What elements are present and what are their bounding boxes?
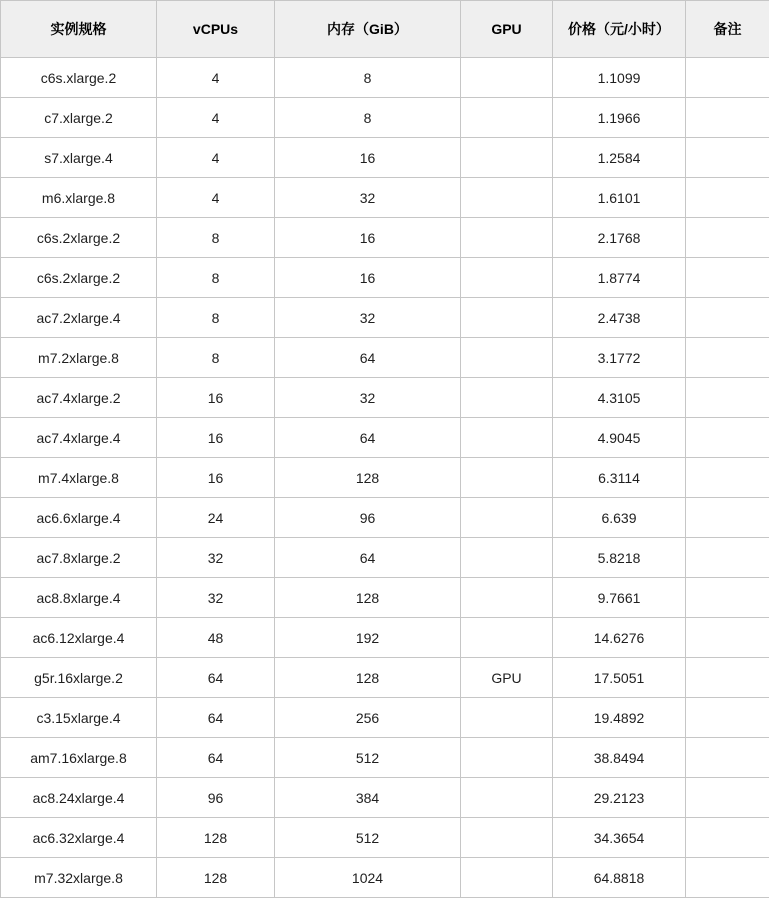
cell-gpu <box>461 698 553 738</box>
column-header-memory: 内存（GiB） <box>275 1 461 58</box>
cell-memory: 128 <box>275 458 461 498</box>
column-header-remark: 备注 <box>686 1 769 58</box>
table-body <box>1 58 769 898</box>
cell-remark <box>686 418 769 458</box>
cell-memory: 512 <box>275 818 461 858</box>
cell-vcpus: 48 <box>157 618 275 658</box>
column-header-vcpus: vCPUs <box>157 1 275 58</box>
cell-spec: ac7.4xlarge.2 <box>1 378 157 418</box>
cell-remark <box>686 98 769 138</box>
cell-spec: ac6.6xlarge.4 <box>1 498 157 538</box>
table-row <box>1 258 769 298</box>
cell-memory: 64 <box>275 538 461 578</box>
cell-vcpus: 16 <box>157 378 275 418</box>
cell-remark <box>686 698 769 738</box>
cell-spec: m7.2xlarge.8 <box>1 338 157 378</box>
table-row <box>1 738 769 778</box>
cell-memory: 16 <box>275 258 461 298</box>
table-row <box>1 418 769 458</box>
cell-spec: ac8.24xlarge.4 <box>1 778 157 818</box>
cell-price: 38.8494 <box>553 738 686 778</box>
cell-memory: 192 <box>275 618 461 658</box>
cell-price: 5.8218 <box>553 538 686 578</box>
cell-price: 64.8818 <box>553 858 686 898</box>
cell-spec: m6.xlarge.8 <box>1 178 157 218</box>
cell-remark <box>686 378 769 418</box>
cell-spec: ac7.4xlarge.4 <box>1 418 157 458</box>
cell-price: 3.1772 <box>553 338 686 378</box>
cell-spec: ac6.32xlarge.4 <box>1 818 157 858</box>
cell-gpu <box>461 178 553 218</box>
cell-memory: 8 <box>275 58 461 98</box>
cell-gpu <box>461 98 553 138</box>
cell-vcpus: 128 <box>157 858 275 898</box>
cell-gpu <box>461 738 553 778</box>
cell-remark <box>686 458 769 498</box>
cell-price: 14.6276 <box>553 618 686 658</box>
column-header-gpu: GPU <box>461 1 553 58</box>
cell-spec: m7.32xlarge.8 <box>1 858 157 898</box>
cell-price: 9.7661 <box>553 578 686 618</box>
cell-memory: 384 <box>275 778 461 818</box>
cell-spec: am7.16xlarge.8 <box>1 738 157 778</box>
cell-memory: 32 <box>275 378 461 418</box>
cell-memory: 16 <box>275 138 461 178</box>
table-header <box>1 1 769 58</box>
cell-vcpus: 64 <box>157 658 275 698</box>
cell-spec: c6s.2xlarge.2 <box>1 218 157 258</box>
cell-spec: m7.4xlarge.8 <box>1 458 157 498</box>
cell-spec: s7.xlarge.4 <box>1 138 157 178</box>
cell-price: 2.4738 <box>553 298 686 338</box>
cell-price: 4.9045 <box>553 418 686 458</box>
cell-price: 34.3654 <box>553 818 686 858</box>
cell-gpu <box>461 58 553 98</box>
cell-remark <box>686 738 769 778</box>
cell-memory: 64 <box>275 418 461 458</box>
table-row <box>1 58 769 98</box>
cell-gpu: GPU <box>461 658 553 698</box>
cell-gpu <box>461 298 553 338</box>
table-row <box>1 378 769 418</box>
cell-gpu <box>461 138 553 178</box>
cell-memory: 32 <box>275 298 461 338</box>
cell-remark <box>686 818 769 858</box>
cell-price: 6.3114 <box>553 458 686 498</box>
cell-gpu <box>461 338 553 378</box>
table-row <box>1 298 769 338</box>
cell-gpu <box>461 378 553 418</box>
cell-spec: g5r.16xlarge.2 <box>1 658 157 698</box>
table-row <box>1 218 769 258</box>
cell-memory: 96 <box>275 498 461 538</box>
cell-gpu <box>461 778 553 818</box>
table-row <box>1 98 769 138</box>
cell-remark <box>686 58 769 98</box>
cell-vcpus: 4 <box>157 178 275 218</box>
cell-vcpus: 24 <box>157 498 275 538</box>
table-row <box>1 538 769 578</box>
cell-memory: 64 <box>275 338 461 378</box>
cell-remark <box>686 178 769 218</box>
cell-gpu <box>461 458 553 498</box>
table-row <box>1 818 769 858</box>
cell-memory: 1024 <box>275 858 461 898</box>
cell-memory: 256 <box>275 698 461 738</box>
cell-vcpus: 32 <box>157 578 275 618</box>
table-row <box>1 178 769 218</box>
cell-remark <box>686 578 769 618</box>
cell-vcpus: 4 <box>157 58 275 98</box>
cell-vcpus: 64 <box>157 738 275 778</box>
cell-price: 1.8774 <box>553 258 686 298</box>
cell-price: 29.2123 <box>553 778 686 818</box>
cell-vcpus: 8 <box>157 298 275 338</box>
cell-vcpus: 8 <box>157 258 275 298</box>
cell-price: 1.6101 <box>553 178 686 218</box>
cell-memory: 8 <box>275 98 461 138</box>
cell-remark <box>686 138 769 178</box>
cell-vcpus: 16 <box>157 418 275 458</box>
cell-memory: 128 <box>275 578 461 618</box>
cell-memory: 16 <box>275 218 461 258</box>
cell-remark <box>686 498 769 538</box>
cell-spec: ac6.12xlarge.4 <box>1 618 157 658</box>
cell-spec: c7.xlarge.2 <box>1 98 157 138</box>
cell-memory: 512 <box>275 738 461 778</box>
cell-spec: ac8.8xlarge.4 <box>1 578 157 618</box>
cell-price: 17.5051 <box>553 658 686 698</box>
cell-remark <box>686 338 769 378</box>
table-row <box>1 498 769 538</box>
table-row <box>1 338 769 378</box>
cell-gpu <box>461 538 553 578</box>
cell-vcpus: 8 <box>157 218 275 258</box>
cell-price: 6.639 <box>553 498 686 538</box>
cell-remark <box>686 858 769 898</box>
cell-gpu <box>461 498 553 538</box>
cell-price: 1.1966 <box>553 98 686 138</box>
cell-gpu <box>461 578 553 618</box>
cell-price: 4.3105 <box>553 378 686 418</box>
cell-spec: c6s.xlarge.2 <box>1 58 157 98</box>
cell-memory: 32 <box>275 178 461 218</box>
table-row <box>1 578 769 618</box>
cell-vcpus: 64 <box>157 698 275 738</box>
cell-price: 1.2584 <box>553 138 686 178</box>
cell-gpu <box>461 258 553 298</box>
cell-vcpus: 32 <box>157 538 275 578</box>
cell-remark <box>686 658 769 698</box>
table-row <box>1 618 769 658</box>
cell-vcpus: 8 <box>157 338 275 378</box>
cell-gpu <box>461 618 553 658</box>
cell-vcpus: 4 <box>157 98 275 138</box>
cell-gpu <box>461 418 553 458</box>
cell-remark <box>686 538 769 578</box>
cell-spec: ac7.2xlarge.4 <box>1 298 157 338</box>
cell-gpu <box>461 818 553 858</box>
cell-gpu <box>461 218 553 258</box>
cell-memory: 128 <box>275 658 461 698</box>
cell-vcpus: 96 <box>157 778 275 818</box>
table-row <box>1 658 769 698</box>
cell-remark <box>686 778 769 818</box>
cell-spec: ac7.8xlarge.2 <box>1 538 157 578</box>
table-row <box>1 138 769 178</box>
cell-remark <box>686 258 769 298</box>
cell-price: 19.4892 <box>553 698 686 738</box>
cell-vcpus: 128 <box>157 818 275 858</box>
cell-vcpus: 16 <box>157 458 275 498</box>
table-row <box>1 778 769 818</box>
column-header-spec: 实例规格 <box>1 1 157 58</box>
table-row <box>1 458 769 498</box>
table-header-row <box>1 1 769 58</box>
table-row <box>1 698 769 738</box>
table-row <box>1 858 769 898</box>
cell-spec: c6s.2xlarge.2 <box>1 258 157 298</box>
cell-price: 1.1099 <box>553 58 686 98</box>
column-header-price: 价格（元/小时） <box>553 1 686 58</box>
cell-remark <box>686 218 769 258</box>
cell-price: 2.1768 <box>553 218 686 258</box>
cell-remark <box>686 618 769 658</box>
cell-remark <box>686 298 769 338</box>
cell-gpu <box>461 858 553 898</box>
cell-spec: c3.15xlarge.4 <box>1 698 157 738</box>
cell-vcpus: 4 <box>157 138 275 178</box>
